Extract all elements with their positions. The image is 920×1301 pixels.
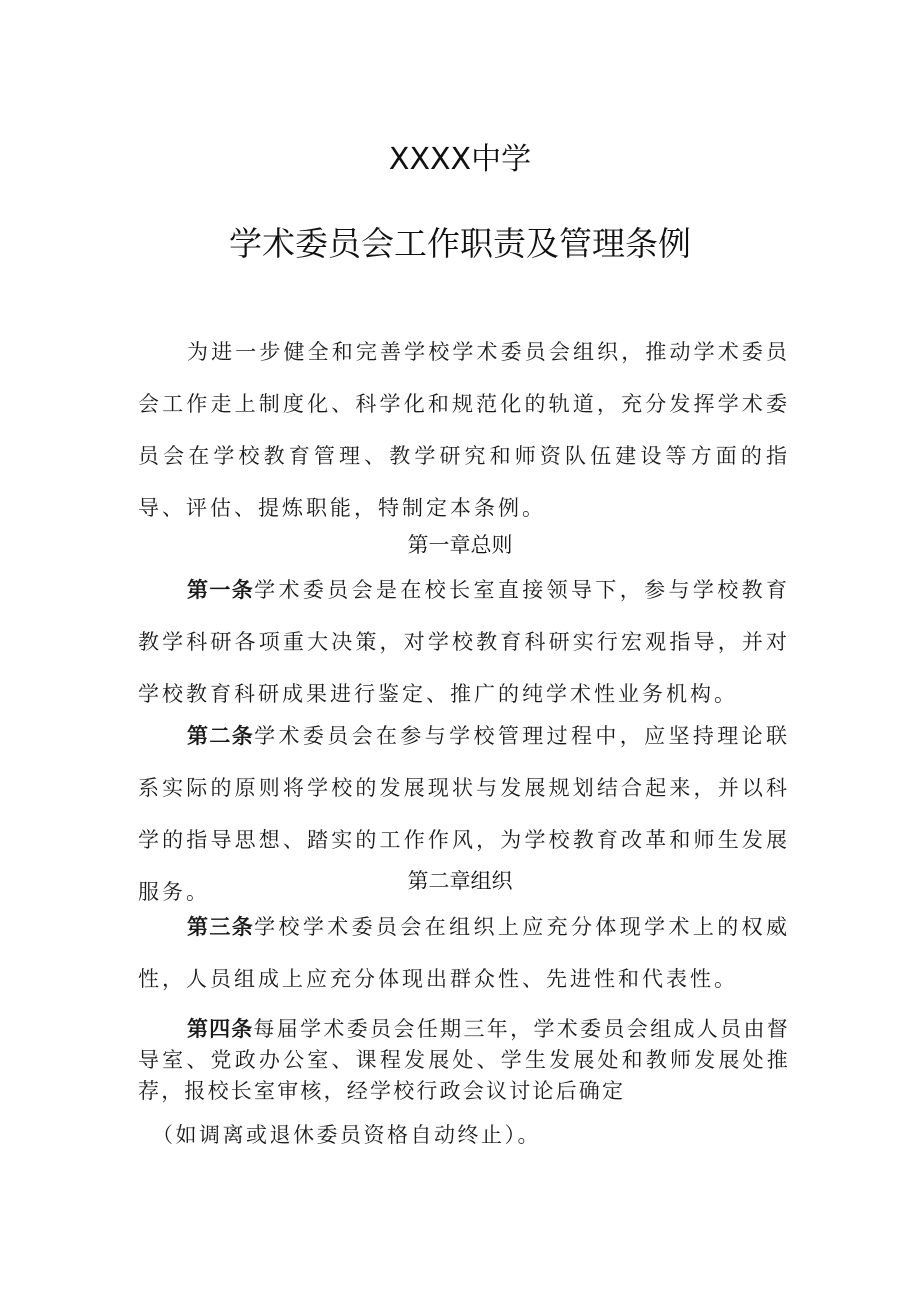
article-paragraph: [138, 901, 790, 1005]
chapter-heading: 第二章组织: [407, 869, 513, 893]
article-text: 学术委员会是在校长室直接领导下，参与学校教育教学科研各项重大决策，对学校教育科研实行宏观指导，并对学校教育科研成果进行鉴定、推广的纯学术性业务机构。: [138, 578, 790, 706]
school-title: XXXX中学: [388, 142, 532, 177]
article-label: 第二条: [187, 724, 255, 748]
article-text: 每届学术委员会任期三年，学术委员会组成人员由督导室、党政办公室、课程发展处、学生发展处和教师发展处推荐，报校长室审核，经学校行政会议讨论后确定: [138, 1017, 791, 1103]
article-text: 学术委员会在参与学校管理过程中，应坚持理论联系实际的原则将学校的发展现状与发展规划结合起来，并以科学的指导思想、踏实的工作作风，为学校教育改革和师生发展服务。: [138, 724, 790, 904]
article-text: 学校学术委员会在组织上应充分体现学术上的权威性，人员组成上应充分体现出群众性、先进性和代表性。: [138, 915, 790, 991]
document-title: 学术委员会工作职责及管理条例: [229, 224, 691, 263]
article-note: （如调离或退休委员资格自动终止）。: [152, 1123, 541, 1147]
preamble-paragraph: 为进一步健全和完善学校学术委员会组织，推动学术委员会工作走上制度化、科学化和规范化的轨道，充分发挥学术委员会在学校教育管理、教学研究和师资队伍建设等方面的指导、评估、提炼职能，特制定本条例。: [138, 340, 790, 520]
article-paragraph: [138, 1014, 790, 1107]
article-paragraph: [138, 564, 790, 720]
article-label: 第四条: [187, 1017, 254, 1041]
article-label: 第一条: [187, 578, 255, 602]
article-label: 第三条: [187, 915, 255, 939]
chapter-heading: 第一章总则: [407, 533, 513, 557]
